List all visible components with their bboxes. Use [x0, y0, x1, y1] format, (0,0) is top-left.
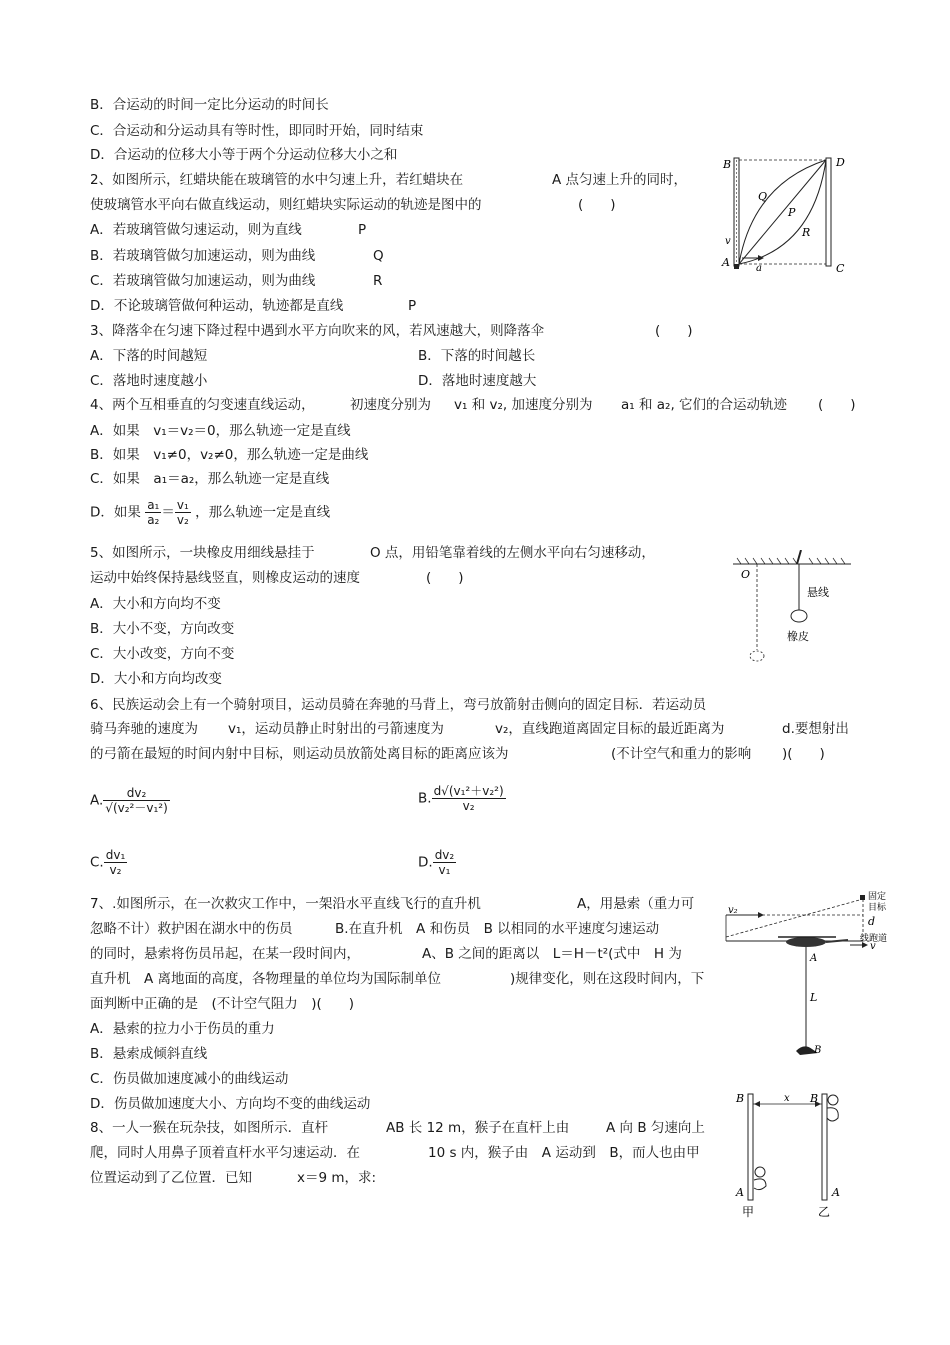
q6-option-c-fraction: [104, 848, 128, 877]
q5-stem-1a: 5、如图所示，一块橡皮用细线悬挂于: [90, 545, 315, 561]
q7-stem-1a: 7、.如图所示，在一次救灾工作中，一架沿水平直线飞行的直升机: [90, 896, 481, 912]
q5-stem-1b: O 点，用铅笔靠着线的左侧水平向右匀速移动，: [370, 545, 655, 561]
q6-option-c-den: v₂: [109, 863, 122, 877]
q2-option-c-value: R: [373, 273, 383, 289]
q4-frac-v-num: v₁: [176, 498, 189, 512]
q6-option-d-num: dv₂: [434, 848, 455, 862]
q7-option-b: B．悬索成倾斜直线: [90, 1046, 208, 1062]
q7-fig-label-l: L: [810, 991, 818, 1004]
q2-fig-label-a: A: [722, 256, 730, 269]
q8-fig-label-x: x: [784, 1093, 790, 1104]
q7-option-d: D．伤员做加速度大小、方向均不变的曲线运动: [90, 1096, 371, 1112]
q4-option-d-equals: ＝: [161, 504, 175, 521]
q4-option-b: B．如果 v₁≠0，v₂≠0，那么轨迹一定是曲线: [90, 447, 369, 463]
q5-eraser-figure: [733, 550, 851, 668]
q3-option-b: B．下落的时间越长: [418, 348, 536, 364]
q4-stem-2: 初速度分别为: [350, 397, 431, 413]
q4-frac-a-num: a₁: [147, 498, 160, 512]
q6-option-b-label: B.: [418, 790, 432, 807]
q6-stem-2c: v₂，直线跑道离固定目标的最近距离为: [495, 721, 725, 737]
q7-option-c: C．伤员做加速度减小的曲线运动: [90, 1071, 289, 1087]
q6-option-a-den: √(v₂²－v₁²): [105, 801, 168, 815]
q4-stem-3: v₁ 和 v₂, 加速度分别为: [454, 397, 593, 413]
q7-stem-4a: 直升机 A 离地面的高度，各物理量的单位均为国际制单位: [90, 971, 442, 987]
q7-option-a: A．悬索的拉力小于伤员的重力: [90, 1021, 275, 1037]
q2-answer-paren: ( ): [578, 197, 616, 213]
q6-stem-2b: v₁，运动员静止时射出的弓箭速度为: [228, 721, 444, 737]
q2-fig-label-q: Q: [758, 190, 768, 203]
q5-option-b: B．大小不变，方向改变: [90, 621, 235, 637]
q8-fig-label-yi: 乙: [818, 1205, 831, 1219]
q2-stem-1b: A 点匀速上升的同时，: [552, 172, 688, 188]
q4-option-d-fraction-v: [175, 498, 191, 527]
q1-option-d: D．合运动的位移大小等于两个分运动位移大小之和: [90, 147, 398, 163]
q2-stem-1a: 2、如图所示，红蜡块能在玻璃管的水中匀速上升，若红蜡块在: [90, 172, 464, 188]
q8-fig-label-b-left: B: [736, 1092, 745, 1105]
q7-fig-label-target-1: 固定: [868, 892, 887, 902]
q4-answer-paren: ( ): [818, 397, 856, 413]
q2-fig-label-d: D: [836, 156, 845, 169]
q6-option-a-num: dv₂: [103, 786, 169, 801]
q6-option-b-fraction: [432, 784, 506, 813]
q2-option-b: B．若玻璃管做匀加速运动，则为曲线: [90, 248, 316, 264]
q4-option-d-prefix: D．如果: [90, 504, 141, 521]
q7-stem-4b: )规律变化，则在这段时间内，下: [510, 971, 705, 987]
q4-option-c: C．如果 a₁＝a₂，那么轨迹一定是直线: [90, 471, 330, 487]
q6-option-d: [418, 848, 456, 877]
q7-stem-1b: A，用悬索（重力可: [577, 896, 695, 912]
q4-option-d-suffix: ，那么轨迹一定是直线: [195, 504, 331, 521]
q5-stem-2a: 运动中始终保持悬线竖直，则橡皮运动的速度: [90, 570, 360, 586]
q6-stem-2d: d.要想射出: [782, 721, 849, 737]
q5-fig-label-string: 悬线: [807, 586, 829, 599]
q6-stem-2a: 骑马奔驰的速度为: [90, 721, 198, 737]
q7-stem-2b: B.在直升机 A 和伤员 B 以相同的水平速度匀速运动: [335, 921, 660, 937]
q3-option-d: D．落地时速度越大: [418, 373, 537, 389]
q8-fig-label-a-left: A: [736, 1186, 744, 1199]
q7-stem-5: 面判断中正确的是 (不计空气阻力 )( ): [90, 996, 355, 1012]
q5-fig-label-o: O: [741, 568, 751, 581]
q6-stem-1: 6、民族运动会上有一个骑射项目，运动员骑在奔驰的马背上，弯弓放箭射击侧向的固定目标．若运动员: [90, 697, 707, 713]
q6-option-c-label: C.: [90, 854, 104, 871]
q8-stem-1b: AB 长 12 m，猴子在直杆上由: [386, 1120, 570, 1136]
q2-fig-label-c: C: [836, 262, 845, 275]
q6-option-c: [90, 848, 127, 877]
q6-option-a: [90, 786, 170, 815]
q4-option-d: [90, 498, 330, 527]
q6-option-b-den: v₂: [462, 799, 475, 813]
q2-option-a-value: P: [358, 222, 367, 238]
q1-option-b: B．合运动的时间一定比分运动的时间长: [90, 97, 329, 113]
q6-option-c-num: dv₁: [105, 848, 126, 862]
q5-answer-paren: ( ): [426, 570, 464, 586]
q2-tube-figure: [718, 154, 853, 276]
q8-fig-label-b-right: B: [810, 1092, 819, 1105]
q3-answer-paren: ( ): [655, 323, 693, 339]
q8-fig-label-jia: 甲: [742, 1205, 755, 1219]
q6-option-b: [418, 784, 506, 813]
q8-fig-label-a-right: A: [832, 1186, 840, 1199]
q2-fig-label-accel: a: [756, 263, 762, 274]
q4-stem-4: a₁ 和 a₂, 它们的合运动轨迹: [621, 397, 788, 413]
q7-fig-label-track: 线跑道: [860, 934, 888, 944]
q4-option-a: A．如果 v₁＝v₂＝0，那么轨迹一定是直线: [90, 423, 351, 439]
q7-stem-3a: 的同时，悬索将伤员吊起，在某一段时间内，: [90, 946, 360, 962]
q6-stem-3a: 的弓箭在最短的时间内射中目标，则运动员放箭处离目标的距离应该为: [90, 746, 509, 762]
q7-fig-label-v: v: [870, 941, 876, 952]
q3-option-a: A．下落的时间越短: [90, 348, 208, 364]
q7-helicopter-figure: [718, 885, 890, 1067]
q6-option-b-num: d√(v₁²＋v₂²): [433, 784, 504, 798]
q6-option-d-fraction: [433, 848, 457, 877]
q2-stem-2a: 使玻璃管水平向右做直线运动，则红蜡块实际运动的轨迹是图中的: [90, 197, 482, 213]
q3-stem: 3、降落伞在匀速下降过程中遇到水平方向吹来的风，若风速越大，则降落伞: [90, 323, 545, 339]
q7-fig-label-d: d: [868, 915, 876, 928]
q2-fig-label-v: v: [725, 236, 731, 247]
q7-stem-3b: A、B 之间的距离以 L＝H－t²(式中 H 为: [422, 946, 682, 962]
q8-stem-3b: x＝9 m，求:: [297, 1170, 377, 1186]
q2-option-c: C．若玻璃管做匀加速运动，则为曲线: [90, 273, 316, 289]
q3-option-c: C．落地时速度越小: [90, 373, 208, 389]
q1-option-c: C．合运动和分运动具有等时性，即同时开始，同时结束: [90, 123, 424, 139]
q5-fig-label-eraser: 橡皮: [787, 630, 809, 643]
q8-stem-1a: 8、一人一猴在玩杂技，如图所示．直杆: [90, 1120, 329, 1136]
q7-fig-label-target-2: 目标: [868, 903, 887, 913]
q6-answer-paren: )( ): [782, 746, 825, 762]
q5-option-c: C．大小改变，方向不变: [90, 646, 235, 662]
q8-stem-2a: 爬，同时人用鼻子顶着直杆水平匀速运动．在: [90, 1145, 360, 1161]
q2-option-a: A．若玻璃管做匀速运动，则为直线: [90, 222, 302, 238]
q2-fig-label-b: B: [723, 158, 732, 171]
q8-stem-3a: 位置运动到了乙位置．已知: [90, 1170, 252, 1186]
q7-fig-label-a: A: [810, 953, 818, 964]
q4-frac-a-den: a₂: [147, 513, 160, 527]
q2-fig-label-p: P: [788, 206, 796, 219]
q6-option-a-label: A.: [90, 792, 104, 809]
q8-monkey-pole-figure: [730, 1088, 855, 1222]
q4-frac-v-den: v₂: [176, 513, 189, 527]
q6-stem-3b: (不计空气和重力的影响: [611, 746, 752, 762]
q5-option-d: D．大小和方向均改变: [90, 671, 222, 687]
q6-option-d-label: D.: [418, 854, 433, 871]
q5-option-a: A．大小和方向均不变: [90, 596, 221, 612]
q8-stem-2b: 10 s 内，猴子由 A 运动到 B，而人也由甲: [428, 1145, 700, 1161]
q7-fig-label-v2: v₂: [728, 905, 738, 916]
q7-fig-label-b: B: [814, 1045, 822, 1056]
q2-fig-label-r: R: [802, 226, 811, 239]
q2-option-b-value: Q: [373, 248, 384, 264]
q4-option-d-fraction-a: [145, 498, 161, 527]
q2-option-d-value: P: [408, 298, 417, 314]
q8-stem-1c: A 向 B 匀速向上: [606, 1120, 705, 1136]
q6-option-a-fraction: [103, 786, 169, 815]
q6-option-d-den: v₁: [438, 863, 451, 877]
q4-stem-1: 4、两个互相垂直的匀变速直线运动，: [90, 397, 315, 413]
q7-stem-2a: 忽略不计）救护困在湖水中的伤员: [90, 921, 293, 937]
q2-option-d: D．不论玻璃管做何种运动，轨迹都是直线: [90, 298, 344, 314]
